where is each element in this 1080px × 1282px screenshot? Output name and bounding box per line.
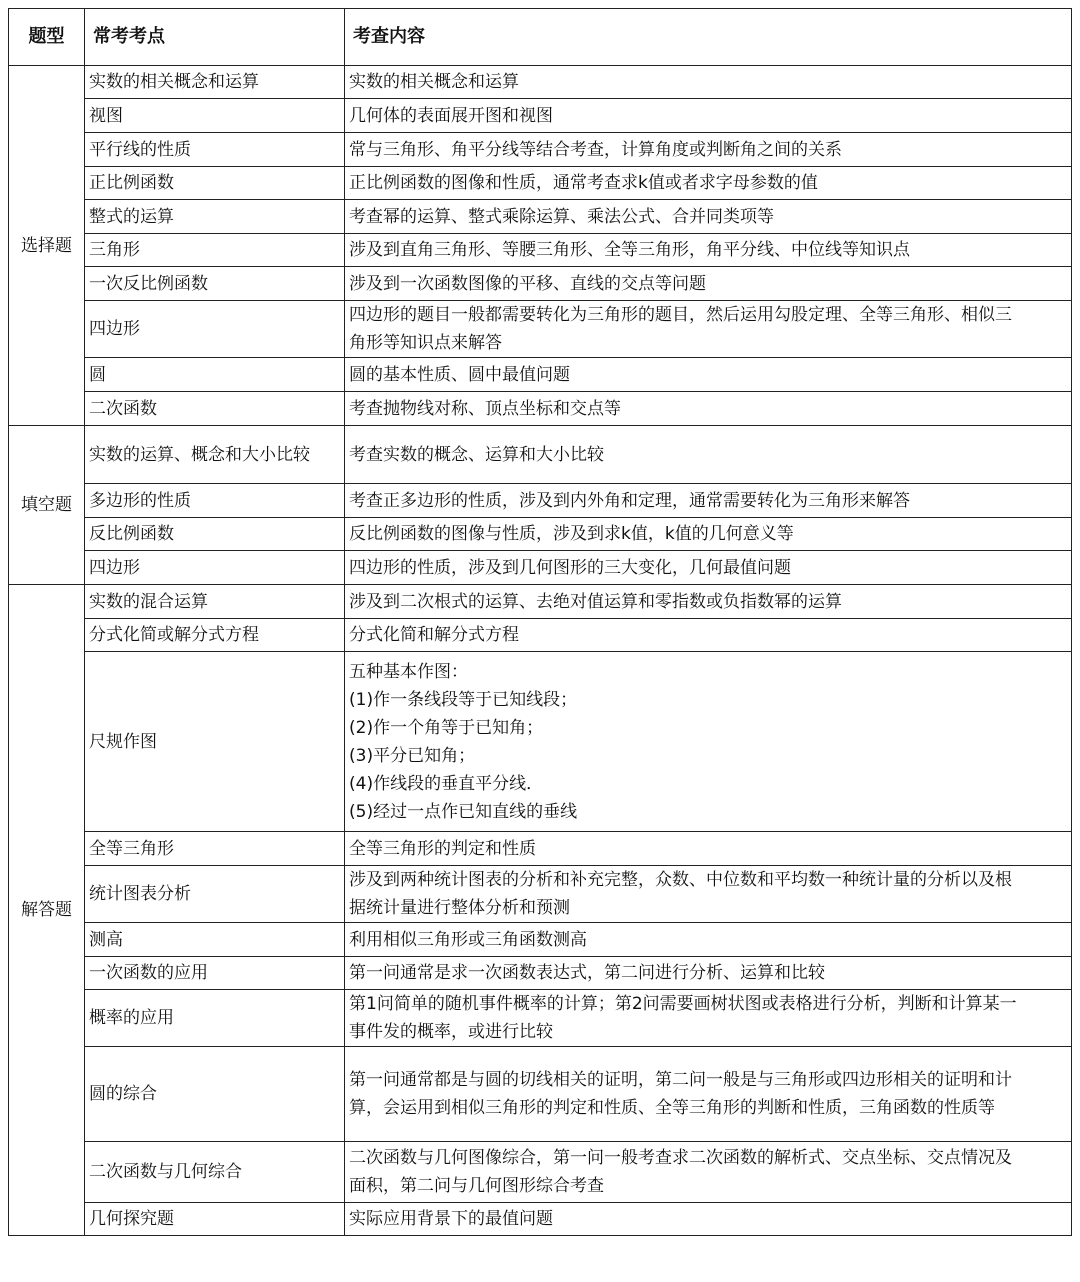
table-row — [9, 832, 1072, 866]
exam-point-cell: 尺规作图 — [85, 652, 345, 832]
table-row — [9, 619, 1072, 652]
exam-point-cell: 四边形 — [85, 551, 345, 585]
question-type-cell: 填空题 — [9, 426, 85, 585]
exam-content-cell — [345, 484, 1072, 518]
table-row — [9, 866, 1072, 923]
question-type-cell: 解答题 — [9, 585, 85, 1236]
exam-point-cell: 统计图表分析 — [85, 866, 345, 923]
exam-point-cell: 三角形 — [85, 234, 345, 267]
content-line: 涉及到一次函数图像的平移、直线的交点等问题 — [349, 273, 706, 294]
table-row — [9, 990, 1072, 1047]
exam-point-cell: 几何探究题 — [85, 1203, 345, 1236]
content-line: 涉及到二次根式的运算、去绝对值运算和零指数或负指数幂的运算 — [349, 591, 842, 612]
exam-content-cell — [345, 267, 1072, 301]
content-line: 四边形的性质，涉及到几何图形的三大变化，几何最值问题 — [349, 557, 791, 578]
content-line: 全等三角形的判定和性质 — [349, 838, 536, 859]
content-line: 面积，第二问与几何图形综合考查 — [349, 1176, 604, 1196]
table-row — [9, 652, 1072, 832]
table-row — [9, 923, 1072, 957]
exam-point-cell: 实数的混合运算 — [85, 585, 345, 619]
content-line: 考查正多边形的性质，涉及到内外角和定理，通常需要转化为三角形来解答 — [349, 490, 910, 511]
content-line: 第一问通常是求一次函数表达式，第二问进行分析、运算和比较 — [349, 963, 825, 983]
table-row — [9, 167, 1072, 200]
table-row — [9, 301, 1072, 358]
exam-content-cell — [345, 1047, 1072, 1142]
exam-content-cell — [345, 585, 1072, 619]
exam-point-cell: 一次反比例函数 — [85, 267, 345, 301]
exam-content-cell — [345, 619, 1072, 652]
exam-content-cell — [345, 200, 1072, 234]
content-line: 涉及到直角三角形、等腰三角形、全等三角形，角平分线、中位线等知识点 — [349, 240, 910, 260]
table-row — [9, 585, 1072, 619]
question-type-cell: 选择题 — [9, 66, 85, 426]
exam-content-cell — [345, 957, 1072, 990]
exam-point-cell: 整式的运算 — [85, 200, 345, 234]
exam-content-cell — [345, 392, 1072, 426]
table-row — [9, 99, 1072, 133]
content-line: 反比例函数的图像与性质，涉及到求k值，k值的几何意义等 — [349, 524, 794, 544]
exam-point-cell: 视图 — [85, 99, 345, 133]
exam-point-cell: 二次函数与几何综合 — [85, 1142, 345, 1203]
exam-content-cell — [345, 234, 1072, 267]
content-line: 考查实数的概念、运算和大小比较 — [349, 444, 604, 465]
exam-content-cell — [345, 990, 1072, 1047]
content-line: 考查幂的运算、整式乘除运算、乘法公式、合并同类项等 — [349, 206, 774, 227]
exam-content-cell — [345, 1142, 1072, 1203]
exam-point-cell: 反比例函数 — [85, 518, 345, 551]
content-line: 分式化简和解分式方程 — [349, 625, 519, 645]
content-line: 利用相似三角形或三角函数测高 — [349, 929, 587, 950]
content-line: (4)作线段的垂直平分线． — [349, 773, 544, 794]
exam-content-cell — [345, 301, 1072, 358]
table-row — [9, 234, 1072, 267]
content-line: 第一问通常都是与圆的切线相关的证明，第二问一般是与三角形或四边形相关的证明和计 — [349, 1070, 1012, 1090]
content-line: 考查抛物线对称、顶点坐标和交点等 — [349, 398, 621, 419]
content-line: 涉及到两种统计图表的分析和补充完整，众数、中位数和平均数一种统计量的分析以及根 — [349, 870, 1012, 890]
table-row — [9, 392, 1072, 426]
table-row — [9, 957, 1072, 990]
exam-point-cell: 四边形 — [85, 301, 345, 358]
exam-content-cell — [345, 923, 1072, 957]
content-line: 据统计量进行整体分析和预测 — [349, 898, 570, 918]
content-line: 圆的基本性质、圆中最值问题 — [349, 364, 570, 385]
content-line: 事件发的概率，或进行比较 — [349, 1022, 553, 1042]
exam-point-cell: 圆 — [85, 358, 345, 392]
exam-point-cell: 二次函数 — [85, 392, 345, 426]
exam-content-cell — [345, 358, 1072, 392]
exam-point-cell: 多边形的性质 — [85, 484, 345, 518]
content-line: 四边形的题目一般都需要转化为三角形的题目，然后运用勾股定理、全等三角形、相似三 — [349, 305, 1012, 325]
table-row — [9, 426, 1072, 484]
exam-content-cell — [345, 167, 1072, 200]
table-row — [9, 200, 1072, 234]
exam-content-cell — [345, 1203, 1072, 1236]
exam-point-cell: 概率的应用 — [85, 990, 345, 1047]
exam-topics-table — [8, 8, 1072, 1236]
table-row — [9, 1047, 1072, 1142]
exam-content-cell — [345, 518, 1072, 551]
exam-point-cell: 平行线的性质 — [85, 133, 345, 167]
exam-point-cell: 实数的运算、概念和大小比较 — [85, 426, 345, 484]
exam-content-cell — [345, 551, 1072, 585]
exam-content-cell — [345, 66, 1072, 99]
exam-point-cell: 全等三角形 — [85, 832, 345, 866]
exam-content-cell — [345, 832, 1072, 866]
content-line: 第1问简单的随机事件概率的计算；第2问需要画树状图或表格进行分析，判断和计算某一 — [349, 994, 1017, 1014]
exam-point-cell: 正比例函数 — [85, 167, 345, 200]
header-question-type: 题型 — [9, 9, 85, 66]
content-line: (5)经过一点作已知直线的垂线 — [349, 801, 578, 822]
header-content: 考查内容 — [345, 9, 1072, 66]
exam-content-cell — [345, 426, 1072, 484]
table-body — [9, 66, 1072, 1236]
exam-content-cell — [345, 133, 1072, 167]
content-line: 算，会运用到相似三角形的判定和性质、全等三角形的判断和性质，三角函数的性质等 — [349, 1098, 995, 1118]
header-common-points: 常考考点 — [85, 9, 345, 66]
exam-point-cell: 测高 — [85, 923, 345, 957]
exam-point-cell: 实数的相关概念和运算 — [85, 66, 345, 99]
table-row — [9, 133, 1072, 167]
exam-point-cell: 圆的综合 — [85, 1047, 345, 1142]
content-line: 实际应用背景下的最值问题 — [349, 1209, 553, 1229]
exam-point-cell: 一次函数的应用 — [85, 957, 345, 990]
table-row — [9, 551, 1072, 585]
table-row — [9, 1203, 1072, 1236]
content-line: 实数的相关概念和运算 — [349, 72, 519, 92]
content-line: 几何体的表面展开图和视图 — [349, 105, 553, 126]
content-line: (2)作一个角等于已知角； — [349, 717, 544, 738]
content-line: 五种基本作图： — [349, 661, 468, 682]
exam-content-cell — [345, 99, 1072, 133]
table-row — [9, 484, 1072, 518]
content-line: 常与三角形、角平分线等结合考查，计算角度或判断角之间的关系 — [349, 139, 842, 160]
table-row — [9, 358, 1072, 392]
content-line: 角形等知识点来解答 — [349, 333, 502, 353]
content-line: (3)平分已知角； — [349, 745, 476, 766]
header-row — [9, 9, 1072, 66]
table-row — [9, 66, 1072, 99]
table-row — [9, 518, 1072, 551]
exam-content-cell — [345, 866, 1072, 923]
content-line: (1)作一条线段等于已知线段； — [349, 689, 578, 710]
table-row — [9, 267, 1072, 301]
table-row — [9, 1142, 1072, 1203]
exam-point-cell: 分式化简或解分式方程 — [85, 619, 345, 652]
exam-content-cell — [345, 652, 1072, 832]
content-line: 正比例函数的图像和性质，通常考查求k值或者求字母参数的值 — [349, 173, 818, 193]
content-line: 二次函数与几何图像综合，第一问一般考查求二次函数的解析式、交点坐标、交点情况及 — [349, 1148, 1012, 1168]
